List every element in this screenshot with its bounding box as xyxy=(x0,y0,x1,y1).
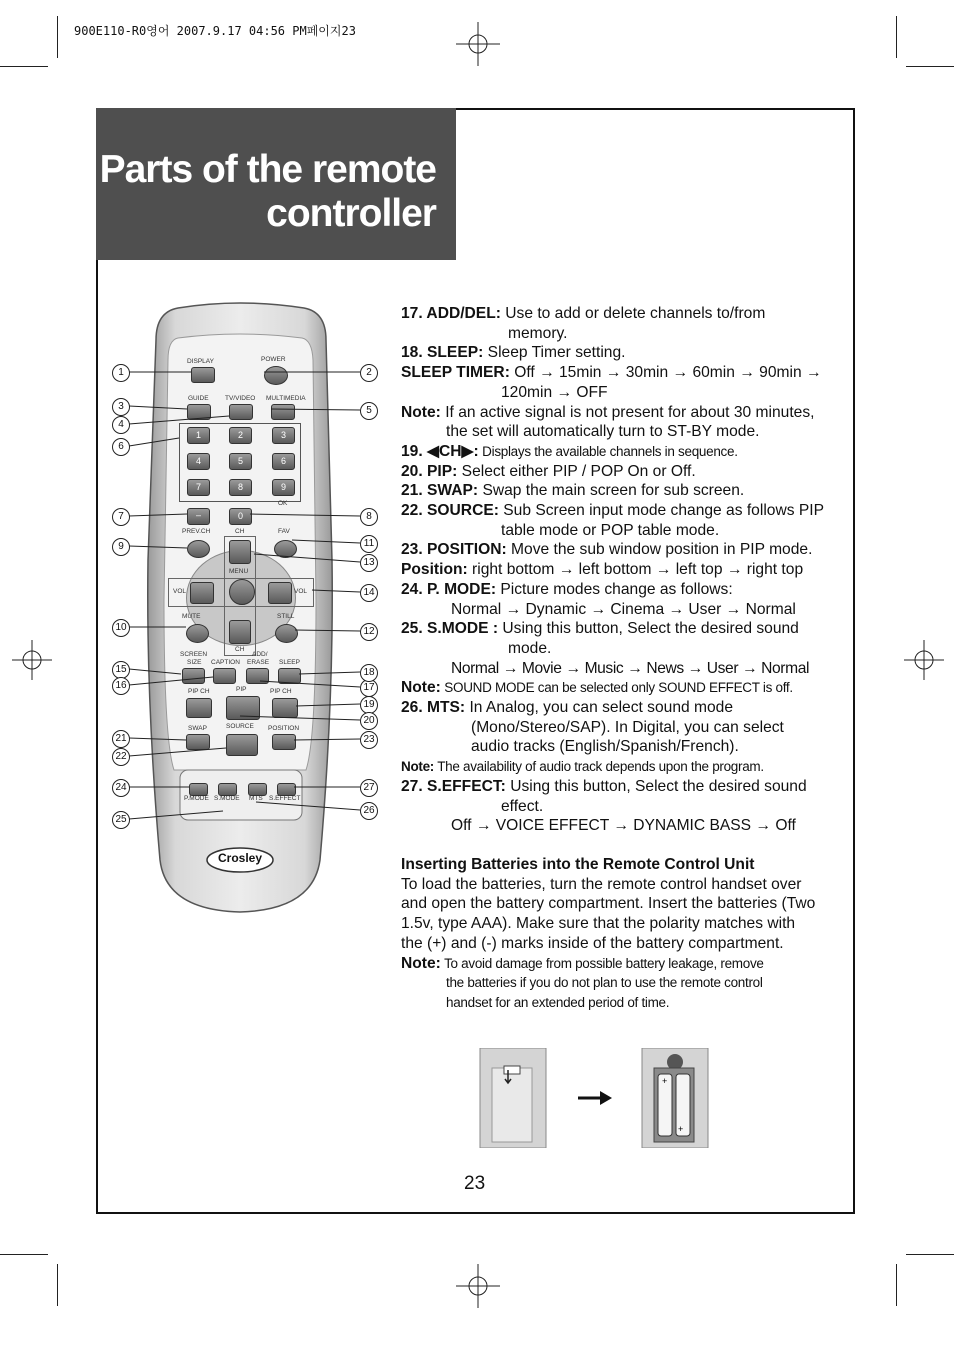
crop-mark xyxy=(0,66,48,67)
smode-label: S.MODE xyxy=(214,795,240,802)
crop-mark xyxy=(57,1264,58,1306)
multimedia-label: MULTIMEDIA xyxy=(266,395,306,402)
position-label: POSITION xyxy=(268,725,300,732)
item-27: 27. S.EFFECT: Using this button, Select the desired sound xyxy=(401,777,807,795)
prevch-button[interactable] xyxy=(187,540,210,558)
item-25-seq: Normal → Movie → Music → News → User → Normal xyxy=(451,659,810,677)
still-label: STILL xyxy=(277,613,295,620)
mute-button[interactable] xyxy=(186,624,209,643)
item-21: 21. SWAP: Swap the main screen for sub screen. xyxy=(401,482,745,500)
callout-13: 13 xyxy=(360,554,378,572)
battery-heading: Inserting Batteries into the Remote Control Unit xyxy=(401,855,755,873)
tvvideo-button[interactable] xyxy=(229,404,253,420)
callout-15: 15 xyxy=(112,661,130,679)
registration-mark xyxy=(12,640,52,680)
item-26: 26. MTS: In Analog, you can select sound mode xyxy=(401,699,733,717)
pipch-right-button[interactable] xyxy=(272,698,298,718)
note-2: Note: SOUND MODE can be selected only SOUND EFFECT is off. xyxy=(401,679,793,697)
callout-11: 11 xyxy=(360,535,378,553)
item-24-seq: Normal → Dynamic → Cinema → User → Normal xyxy=(451,600,796,618)
callout-9: 9 xyxy=(112,538,130,556)
sleep-label: SLEEP xyxy=(279,659,300,666)
erase-label: ERASE xyxy=(247,659,270,666)
callout-26: 26 xyxy=(360,802,378,820)
vol-right-button[interactable] xyxy=(268,582,292,604)
callout-4: 4 xyxy=(112,416,130,434)
crop-mark xyxy=(0,1254,48,1255)
caption-button[interactable] xyxy=(213,668,236,684)
callout-10: 10 xyxy=(112,619,130,637)
callout-24: 24 xyxy=(112,779,130,797)
callout-8: 8 xyxy=(360,508,378,526)
still-button[interactable] xyxy=(275,624,298,643)
crop-mark xyxy=(906,1254,954,1255)
arrow-icon xyxy=(576,1088,616,1108)
mute-label: MUTE xyxy=(182,613,201,620)
callout-22: 22 xyxy=(112,748,130,766)
menu-button[interactable] xyxy=(229,579,255,605)
callout-12: 12 xyxy=(360,623,378,641)
callout-7: 7 xyxy=(112,508,130,526)
item-25-cont: mode. xyxy=(508,639,552,657)
tvvideo-label: TV/VIDEO xyxy=(225,395,256,402)
sleep-timer-cont: 120min → OFF xyxy=(501,383,608,401)
power-label: POWER xyxy=(261,356,286,363)
fav-label: FAV xyxy=(278,528,290,535)
sleep-button[interactable] xyxy=(278,668,301,684)
callout-16: 16 xyxy=(112,677,130,695)
note-1-cont: the set will automatically turn to ST-BY mode. xyxy=(446,423,760,441)
screen-size-button[interactable] xyxy=(182,668,205,684)
crop-mark xyxy=(906,66,954,67)
pip-button[interactable] xyxy=(226,696,260,720)
digit-button-8[interactable]: 8 xyxy=(229,479,252,496)
brand-logo: Crosley xyxy=(217,851,263,865)
digit-button-7[interactable]: 7 xyxy=(187,479,210,496)
print-header: 900E110-R0영어 2007.9.17 04:56 PM페이지23 xyxy=(74,24,356,38)
vol-left-button[interactable] xyxy=(190,582,214,604)
item-17-cont: memory. xyxy=(508,324,568,342)
battery-note-cont-1: the batteries if you do not plan to use the remote control xyxy=(446,975,763,991)
pip-label: PIP xyxy=(236,686,247,693)
item-17: 17. ADD/DEL: Use to add or delete channels to/from xyxy=(401,305,766,322)
note-1: Note: If an active signal is not present for about 30 minutes, xyxy=(401,403,815,421)
callout-25: 25 xyxy=(112,811,130,829)
digit-button-2[interactable]: 2 xyxy=(229,427,252,444)
note-3: Note: The availability of audio track depends upon the program. xyxy=(401,759,764,775)
pmode-label: P.MODE xyxy=(184,795,209,802)
size-label: SIZE xyxy=(187,659,202,666)
seffect-label: S.EFFECT xyxy=(269,795,301,802)
item-22: 22. SOURCE: Sub Screen input mode change as follows PIP xyxy=(401,502,824,520)
prevch-label: PREV.CH xyxy=(182,528,211,535)
item-27-cont: effect. xyxy=(501,797,544,815)
guide-label: GUIDE xyxy=(188,395,209,402)
page-title xyxy=(100,148,436,236)
item-23: 23. POSITION: Move the sub window position in PIP mode. xyxy=(401,541,813,559)
digit-button-9[interactable]: 9 xyxy=(272,479,295,496)
title-banner xyxy=(96,108,456,260)
svg-text:+: + xyxy=(662,1076,668,1086)
registration-mark xyxy=(456,1264,500,1308)
callout-27: 27 xyxy=(360,779,378,797)
callout-18: 18 xyxy=(360,664,378,682)
callout-17: 17 xyxy=(360,679,378,697)
callout-5: 5 xyxy=(360,402,378,420)
title-line-2: controller xyxy=(266,192,436,235)
battery-note-cont-2: handset for an extended period of time. xyxy=(446,994,670,1010)
source-label: SOURCE xyxy=(226,723,254,730)
ch-down-label: CH xyxy=(235,646,245,653)
item-18: 18. SLEEP: Sleep Timer setting. xyxy=(401,344,626,362)
digit-button-4[interactable]: 4 xyxy=(187,453,210,470)
page-number: 23 xyxy=(464,1173,486,1194)
callout-6: 6 xyxy=(112,438,130,456)
battery-line-3: 1.5v, type AAA). Make sure that the polarity matches with xyxy=(401,915,796,933)
pipch-right-label: PIP CH xyxy=(270,688,292,695)
digit-button-3[interactable]: 3 xyxy=(272,427,295,444)
swap-button[interactable] xyxy=(186,734,210,750)
battery-compartment-image xyxy=(640,1048,710,1148)
vol-right-label: VOL xyxy=(294,588,308,595)
callout-20: 20 xyxy=(360,712,378,730)
vol-left-label: VOL xyxy=(173,588,187,595)
item-26-cont-2: audio tracks (English/Spanish/French). xyxy=(471,738,739,756)
digit-button-1[interactable]: 1 xyxy=(187,427,210,444)
mts-label: MTS xyxy=(249,795,263,802)
add-label: ADD/ xyxy=(252,651,268,658)
battery-cover-image xyxy=(478,1048,548,1148)
menu-label: MENU xyxy=(229,568,249,575)
ch-up-label: CH xyxy=(235,528,245,535)
callout-19: 19 xyxy=(360,696,378,714)
item-19: 19. ◀CH▶: Displays the available channels in sequence. xyxy=(401,442,738,460)
power-button[interactable] xyxy=(264,366,288,385)
digit-button-0[interactable]: 0 xyxy=(229,508,252,525)
ch-up-button[interactable] xyxy=(229,540,251,564)
crop-mark xyxy=(896,1264,897,1306)
crop-mark xyxy=(896,16,897,58)
title-line-1: Parts of the remote xyxy=(99,148,436,191)
battery-line-2: and open the battery compartment. Insert the batteries (Two xyxy=(401,895,816,913)
registration-mark xyxy=(904,640,944,680)
guide-button[interactable] xyxy=(187,404,211,420)
callout-2: 2 xyxy=(360,364,378,382)
pipch-left-label: PIP CH xyxy=(188,688,210,695)
item-26-cont-1: (Mono/Stereo/SAP). In Digital, you can select xyxy=(471,718,784,736)
screen-label: SCREEN xyxy=(180,651,208,658)
caption-label: CAPTION xyxy=(211,659,240,666)
callout-21: 21 xyxy=(112,730,130,748)
display-label: DISPLAY xyxy=(187,358,214,365)
multimedia-button[interactable] xyxy=(271,404,295,420)
battery-line-1: To load the batteries, turn the remote control handset over xyxy=(401,875,802,893)
item-22-cont: table mode or POP table mode. xyxy=(501,521,720,539)
item-25: 25. S.MODE : Using this button, Select the desired sound xyxy=(401,620,799,638)
svg-text:+: + xyxy=(678,1124,684,1134)
main-text xyxy=(401,304,841,1013)
battery-note: Note: To avoid damage from possible battery leakage, remove xyxy=(401,954,764,972)
sleep-timer: SLEEP TIMER: Off → 15min → 30min → 60min → 90min → xyxy=(401,364,822,382)
dash-button[interactable]: – xyxy=(187,508,210,525)
fav-button[interactable] xyxy=(274,540,297,558)
callout-14: 14 xyxy=(360,584,378,602)
ch-down-button[interactable] xyxy=(229,620,251,644)
callout-1: 1 xyxy=(112,364,130,382)
callout-23: 23 xyxy=(360,731,378,749)
item-27-seq: Off → VOICE EFFECT → DYNAMIC BASS → Off xyxy=(451,817,796,835)
pipch-left-button[interactable] xyxy=(186,698,212,718)
callout-3: 3 xyxy=(112,398,130,416)
swap-label: SWAP xyxy=(188,725,207,732)
crop-mark xyxy=(57,16,58,58)
add-erase-button[interactable] xyxy=(246,668,269,684)
digit-button-6[interactable]: 6 xyxy=(272,453,295,470)
display-button[interactable] xyxy=(191,367,215,383)
digit-button-5[interactable]: 5 xyxy=(229,453,252,470)
registration-mark xyxy=(456,22,500,66)
battery-line-4: the (+) and (-) marks inside of the battery compartment. xyxy=(401,934,784,952)
item-20: 20. PIP: Select either PIP / POP On or Off. xyxy=(401,462,696,480)
ok-label: OK xyxy=(278,500,288,507)
position-button[interactable] xyxy=(272,734,296,750)
position-seq: Position: right bottom → left bottom → left top → right top xyxy=(401,561,804,579)
source-button[interactable] xyxy=(226,734,258,756)
item-24: 24. P. MODE: Picture modes change as follows: xyxy=(401,580,733,598)
